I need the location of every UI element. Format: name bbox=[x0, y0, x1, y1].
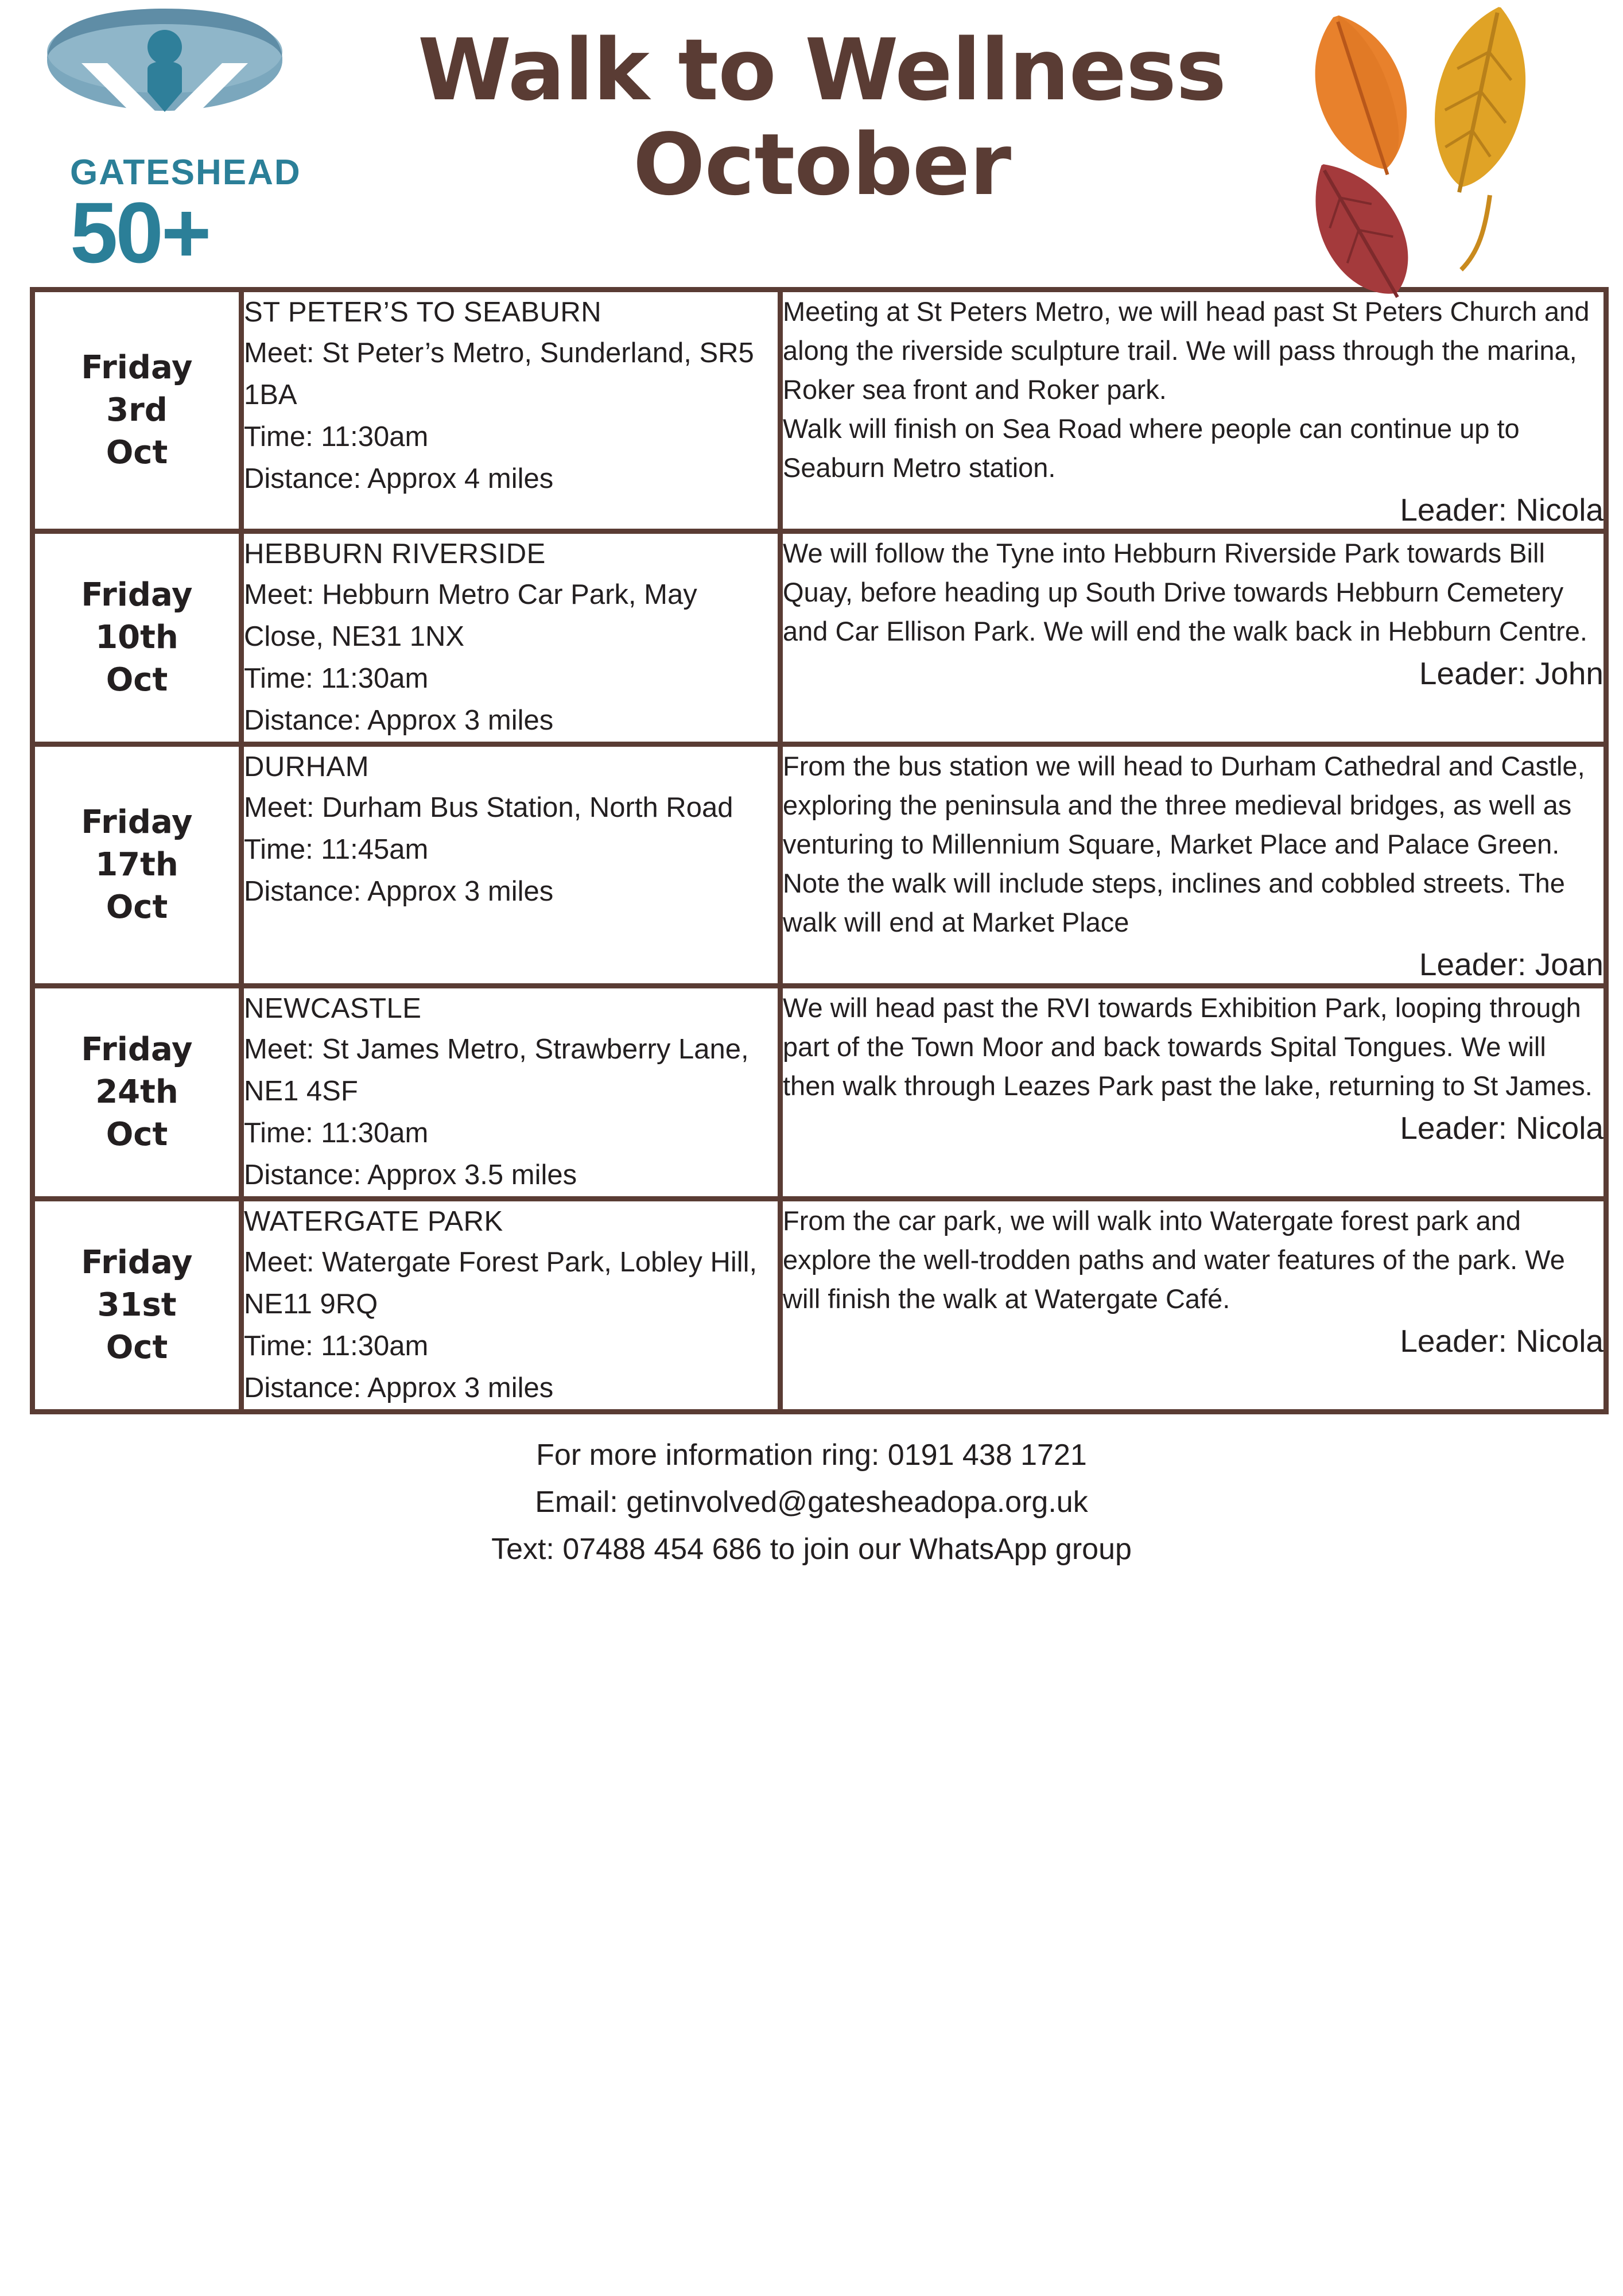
walk-description-cell bbox=[781, 986, 1606, 1199]
walk-description-cell bbox=[781, 1199, 1606, 1412]
walk-name: NEWCASTLE bbox=[244, 993, 422, 1024]
footer-email: Email: getinvolved@gatesheadopa.org.uk bbox=[535, 1486, 1088, 1519]
walk-leader: Leader: Nicola bbox=[1400, 492, 1603, 528]
table-row bbox=[33, 744, 1606, 986]
walk-distance: Distance: Approx 3 miles bbox=[244, 876, 554, 907]
walk-date-cell bbox=[33, 1199, 242, 1412]
walk-leader: Leader: John bbox=[1419, 656, 1603, 691]
walk-meet: Meet: Durham Bus Station, North Road bbox=[244, 792, 733, 823]
walk-date: 10th bbox=[95, 619, 178, 656]
walk-leader: Leader: Joan bbox=[1419, 947, 1603, 982]
walk-details-cell bbox=[242, 290, 781, 532]
walk-date: 3rd bbox=[106, 391, 168, 429]
logo-text-fifty-plus: 50+ bbox=[70, 184, 209, 281]
walk-meet: Meet: Watergate Forest Park, Lobley Hill, NE11 9RQ bbox=[244, 1247, 758, 1320]
walk-details-cell bbox=[242, 744, 781, 986]
walk-description-cell bbox=[781, 290, 1606, 532]
walk-month: Oct bbox=[106, 434, 168, 471]
walk-time: Time: 11:30am bbox=[244, 1118, 429, 1149]
walk-meet: Meet: St James Metro, Strawberry Lane, NE1 4SF bbox=[244, 1034, 749, 1107]
walk-time: Time: 11:30am bbox=[244, 663, 429, 694]
walk-details-cell bbox=[242, 986, 781, 1199]
walk-date-cell bbox=[33, 532, 242, 744]
title-line-2: October bbox=[632, 115, 1011, 214]
walk-month: Oct bbox=[106, 1116, 168, 1153]
walk-leader: Leader: Nicola bbox=[1400, 1323, 1603, 1359]
walk-date: 31st bbox=[97, 1286, 177, 1324]
footer-phone: For more information ring: 0191 438 1721 bbox=[536, 1438, 1087, 1472]
walk-description: We will follow the Tyne into Hebburn Riverside Park towards Bill Quay, before heading up South Drive towards Hebburn Cemetery and Car Ellison Park. We will end the walk back in Hebburn Centre. bbox=[783, 538, 1587, 646]
walk-leader: Leader: Nicola bbox=[1400, 1110, 1603, 1146]
walk-details-cell bbox=[242, 1199, 781, 1412]
walk-date: 24th bbox=[95, 1073, 178, 1111]
walk-date-cell bbox=[33, 744, 242, 986]
walk-distance: Distance: Approx 3 miles bbox=[244, 705, 554, 736]
walk-description: From the bus station we will head to Durham Cathedral and Castle, exploring the peninsula and the three medieval bridges, as well as venturing to Millennium Square, Market Place and Palace Green. Note the walk will include steps, inclines and cobbled streets. The walk will end at Market Place bbox=[783, 751, 1585, 937]
table-row bbox=[33, 986, 1606, 1199]
walk-day: Friday bbox=[81, 804, 193, 841]
walk-details-cell bbox=[242, 532, 781, 744]
gateshead-50-plus-logo bbox=[41, 6, 311, 281]
walk-day: Friday bbox=[81, 576, 193, 614]
walk-distance: Distance: Approx 4 miles bbox=[244, 463, 554, 494]
walk-date-cell bbox=[33, 290, 242, 532]
walk-meet: Meet: Hebburn Metro Car Park, May Close, NE31 1NX bbox=[244, 579, 697, 652]
walk-date-cell bbox=[33, 986, 242, 1199]
contact-footer bbox=[30, 1432, 1593, 1573]
walk-date: 17th bbox=[95, 846, 178, 883]
walk-description: Meeting at St Peters Metro, we will head past St Peters Church and along the riverside sculpture trail. We will pass through the marina, Roker sea front and Roker park. Walk will finish on Sea Road where people can continue up to Seaburn Metro station. bbox=[783, 296, 1590, 483]
autumn-leaves-icon bbox=[1272, 0, 1582, 298]
walk-distance: Distance: Approx 3 miles bbox=[244, 1372, 554, 1403]
walk-description-cell bbox=[781, 744, 1606, 986]
walk-month: Oct bbox=[106, 1329, 168, 1366]
walk-day: Friday bbox=[81, 349, 193, 386]
table-row bbox=[33, 1199, 1606, 1412]
walk-name: HEBBURN RIVERSIDE bbox=[244, 538, 546, 569]
footer-whatsapp: Text: 07488 454 686 to join our WhatsApp group bbox=[491, 1533, 1132, 1566]
walk-distance: Distance: Approx 3.5 miles bbox=[244, 1159, 577, 1190]
logo-text-gateshead: GATESHEAD bbox=[70, 153, 301, 192]
page-title bbox=[277, 23, 1367, 212]
logo-mark-icon bbox=[41, 6, 288, 149]
walk-month: Oct bbox=[106, 889, 168, 926]
walk-meet: Meet: St Peter’s Metro, Sunderland, SR5 1BA bbox=[244, 338, 754, 410]
title-line-1: Walk to Wellness bbox=[417, 21, 1226, 119]
walk-day: Friday bbox=[81, 1031, 193, 1068]
walk-time: Time: 11:45am bbox=[244, 834, 429, 865]
walk-time: Time: 11:30am bbox=[244, 1331, 429, 1362]
walk-name: ST PETER’S TO SEABURN bbox=[244, 297, 602, 328]
walk-description: We will head past the RVI towards Exhibition Park, looping through part of the Town Moor and back towards Spital Tongues. We will then walk through Leazes Park past the lake, returning to St James. bbox=[783, 992, 1593, 1101]
table-row bbox=[33, 290, 1606, 532]
walk-description-cell bbox=[781, 532, 1606, 744]
walks-schedule-table bbox=[30, 287, 1609, 1414]
walk-day: Friday bbox=[81, 1244, 193, 1281]
walk-description: From the car park, we will walk into Watergate forest park and explore the well-trodden paths and water features of the park. We will finish the walk at Watergate Café. bbox=[783, 1205, 1565, 1314]
walk-name: WATERGATE PARK bbox=[244, 1206, 503, 1237]
poster-header bbox=[30, 0, 1593, 287]
walk-time: Time: 11:30am bbox=[244, 421, 429, 452]
walk-month: Oct bbox=[106, 661, 168, 699]
table-row bbox=[33, 532, 1606, 744]
walk-name: DURHAM bbox=[244, 751, 370, 782]
